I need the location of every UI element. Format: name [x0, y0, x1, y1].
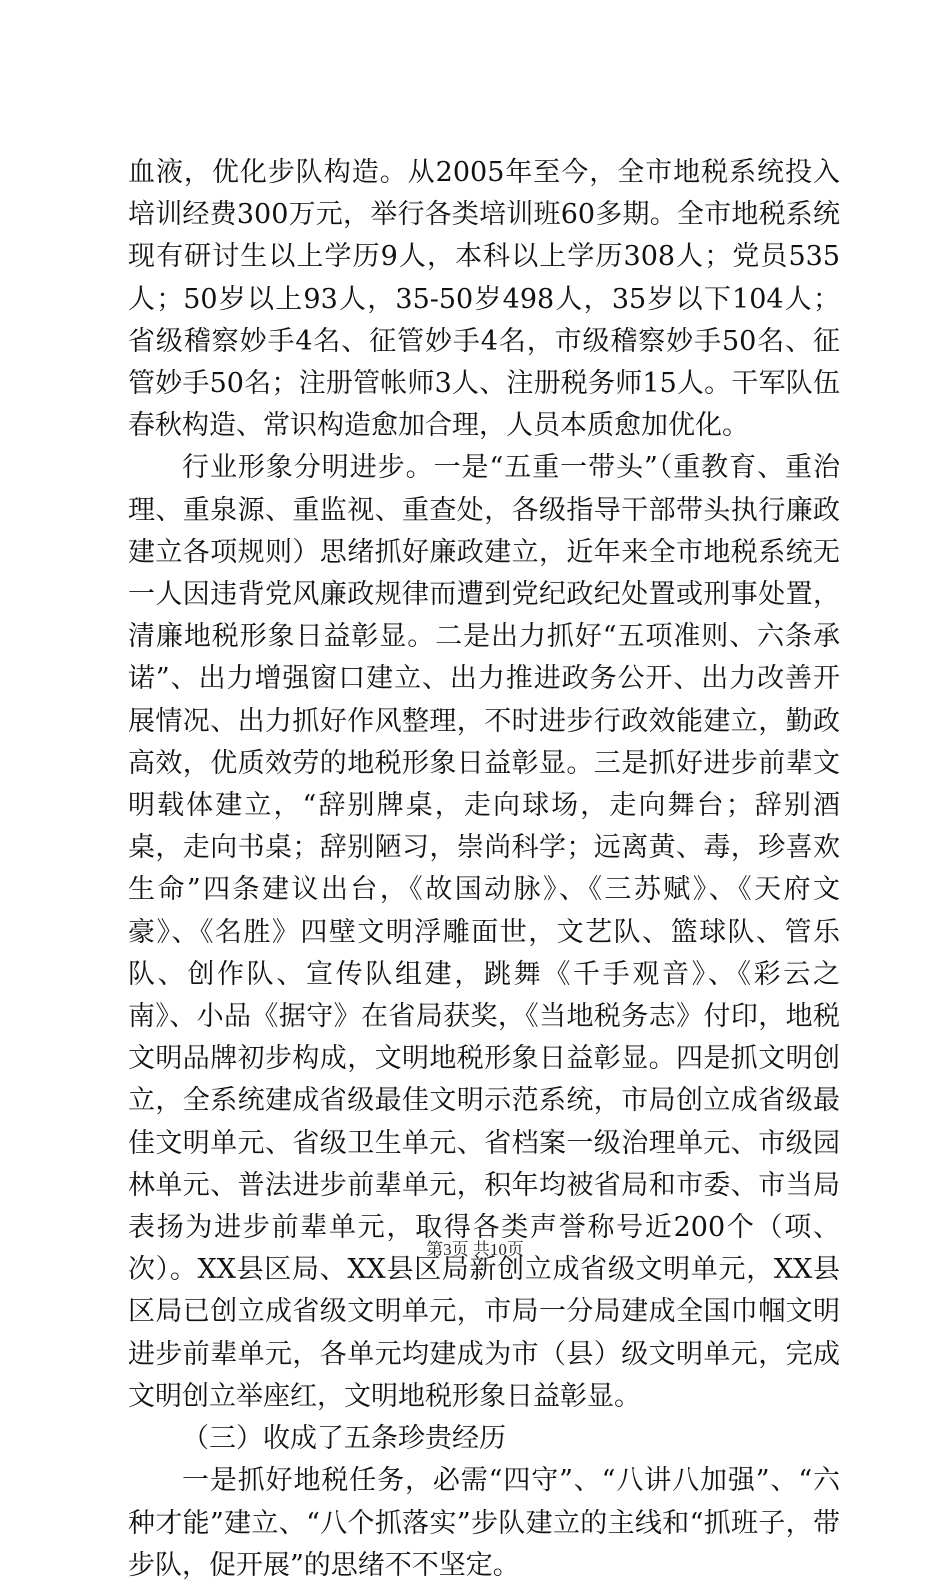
paragraph-experience-one: 一是抓好地税任务，必需“四守”、“八讲八加强”、“六种才能”建立、“八个抓落实”步队建立的主线和“抓班子，带步队，促开展”的思绪不不坚定。 — [128, 1465, 840, 1581]
paragraph-industry-image: 行业形象分明进步。一是“五重一带头”（重教育、重治理、重泉源、重监视、重查处，各级指导干部带头执行廉政建立各项规则）思绪抓好廉政建立，近年来全市地税系统无一人因违背党风廉政规律而遭到党纪政纪处置或刑事处置，清廉地税形象日益彰显。二是出力抓好“五项准则、六条承诺”、出力增强窗口建立、出力推进政务公开、出力改善开展情况、出力抓好作风整理，不时进步行政效能建立，勤政高效，优质效劳的地税形象日益彰显。三是抓好进步前辈文明载体建立，“辞别牌桌，走向球场，走向舞台；辞别酒桌，走向书桌；辞别陋习，崇尚科学；远离黄、毒，珍喜欢生命”四条建议出台，《故国动脉》、《三苏赋》、《天府文豪》、《名胜》四壁文明浮雕面世，文艺队、篮球队、管乐队、创作队、宣传队组建，跳舞《千手观音》、《彩云之南》、小品《据守》在省局获奖，《当地税务志》付印，地税文明品牌初步构成，文明地税形象日益彰显。四是抓文明创立，全系统建成省级最佳文明示范系统，市局创立成省级最佳文明单元、省级卫生单元、省档案一级治理单元、市级园林单元、普法进步前辈单元，积年均被省局和市委、市当局表扬为进步前辈单元，取得各类声誉称号近200个（项、次）。XX县区局、XX县区局新创立成省级文明单元，XX县区局已创立成省级文明单元，市局一分局建成全国巾帼文明进步前辈单元，各单元均建成为市（县）级文明单元，完成文明创立举座红，文明地税形象日益彰显。 — [128, 452, 840, 1412]
paragraph-continuation: 血液，优化步队构造。从2005年至今，全市地税系统投入培训经费300万元，举行各类培训班60多期。全市地税系统现有研讨生以上学历9人，本科以上学历308人；党员535人；50岁以上93人，35-50岁498人，35岁以下104人；省级稽察妙手4名、征管妙手4名，市级稽察妙手50名、征管妙手50名；注册管帐师3人、注册税务师15人。干军队伍春秋构造、常识构造愈加合理，人员本质愈加优化。 — [128, 157, 840, 442]
document-body — [128, 152, 840, 1587]
section-heading: （三）收成了五条珍贵经历 — [182, 1423, 506, 1455]
page-footer: 第3页 共10页 — [426, 1240, 524, 1259]
